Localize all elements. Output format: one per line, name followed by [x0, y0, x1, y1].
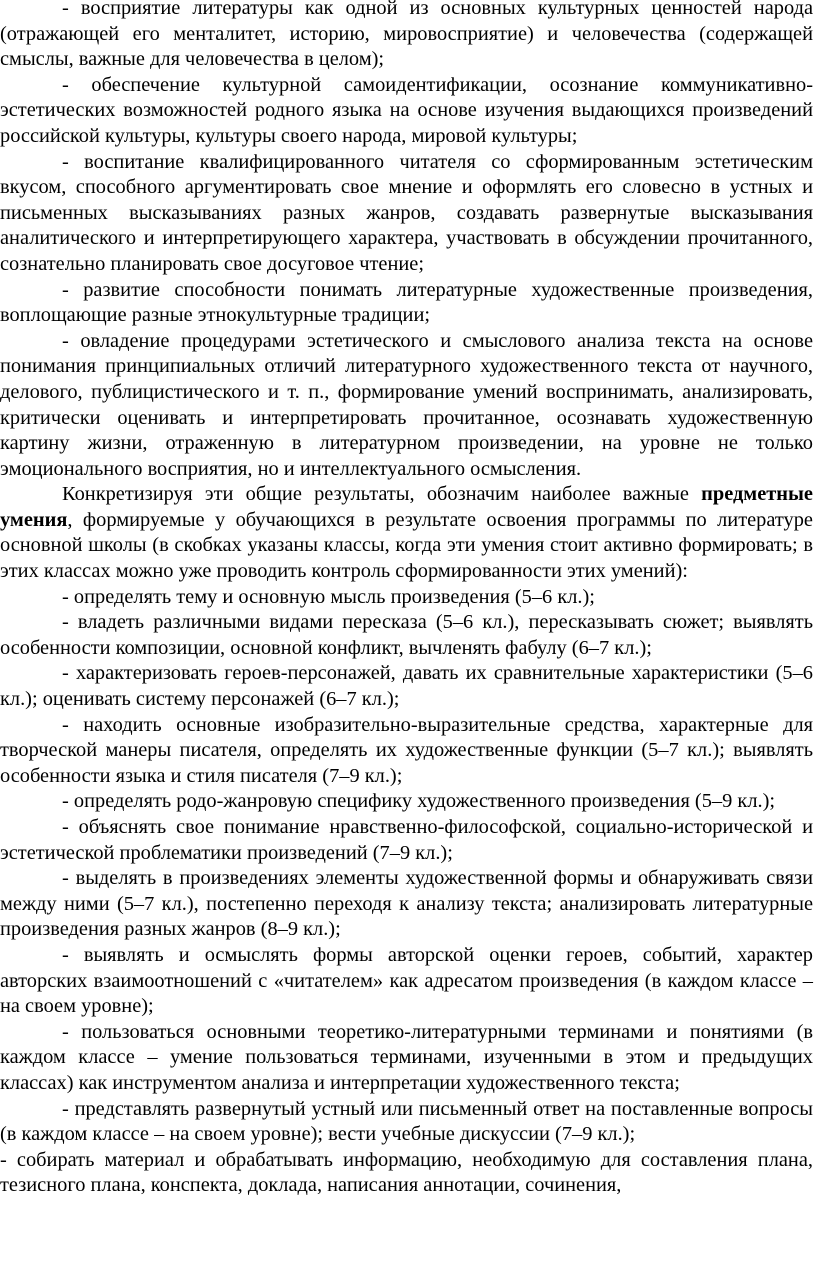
list-item	[0, 789, 813, 815]
list-item	[0, 866, 813, 943]
list-item	[0, 815, 813, 866]
list-item	[0, 1097, 813, 1148]
list-item-text: - объяснять свое понимание нравственно-философской, социально-исторической и эстетической проблематики произведений (7–9 кл.);	[0, 816, 813, 864]
list-item-text: - находить основные изобразительно-выразительные средства, характерные для творческой манеры писателя, определять их художественные функции (5–7 кл.); выявлять особенности языка и стиля писателя (7–9 кл.);	[0, 713, 813, 787]
paragraph-text: - обеспечение культурной самоидентификации, осознание коммуникативно-эстетических возможностей родного языка на основе изучения выдающихся произведений российской культуры, культуры своего народа, мировой культуры;	[0, 73, 813, 147]
paragraph-text: Конкретизируя эти общие результаты, обозначим наиболее важные	[62, 483, 702, 506]
list-item-text: - характеризовать героев-персонажей, давать их сравнительные характеристики (5–6 кл.); оценивать систему персонажей (6–7 кл.);	[0, 662, 813, 711]
paragraph	[0, 73, 813, 150]
list-item-text: - владеть различными видами пересказа (5–6 кл.), пересказывать сюжет; выявлять особенности композиции, основной конфликт, вычленять фабулу (6–7 кл.);	[0, 611, 813, 659]
list-item	[0, 1020, 813, 1097]
paragraph	[0, 278, 813, 329]
paragraph-text: - воспитание квалифицированного читателя со сформированным эстетическим вкусом, способного аргументировать свое мнение и оформлять его словесно в устных и письменных высказываниях разных жанров, создавать развернутые высказывания аналитического и интерпретирующего характера, участвовать в обсуждении прочитанного, сознательно планировать свое досуговое чтение;	[0, 150, 813, 275]
list-item	[0, 943, 813, 1020]
list-item-text: - выявлять и осмыслять формы авторской оценки героев, событий, характер авторских взаимоотношений с «читателем» как адресатом произведения (в каждом классе – на своем уровне);	[0, 943, 813, 1018]
bold-term: предметные умения	[0, 483, 813, 531]
list-item-text: - пользоваться основными теоретико-литературными терминами и понятиями (в каждом классе – умение пользоваться терминами, изученными в этом и предыдущих классах) как инструментом анализа и интерпретации художественного текста;	[0, 1020, 813, 1094]
paragraph-text: - овладение процедурами эстетического и смыслового анализа текста на основе понимания принципиальных отличий литературного художественного текста от научного, делового, публицистического и т. п., формирование умений воспринимать, анализировать, критически оценивать и интерпретировать прочитанное, осознавать художественную картину жизни, отраженную в литературном произведении, на уровне не только эмоционального восприятия, но и интеллектуального осмысления.	[0, 329, 813, 480]
list-item-text: - определять тему и основную мысль произведения (5–6 кл.);	[62, 585, 595, 608]
paragraph	[0, 329, 813, 483]
list-item	[0, 585, 813, 611]
paragraph-text: , формируемые у обучающихся в результате освоения программы по литературе основной школы (в скобках указаны классы, когда эти умения стоит активно формировать; в этих классах можно уже проводить контроль сформированности этих умений):	[0, 508, 813, 583]
list-item	[0, 1148, 813, 1199]
paragraph	[0, 482, 813, 584]
list-item	[0, 713, 813, 790]
list-item-text: - определять родо-жанровую специфику художественного произведения (5–9 кл.);	[62, 790, 776, 813]
list-item	[0, 610, 813, 661]
paragraph	[0, 150, 813, 278]
list-item	[0, 661, 813, 712]
list-item-text: - представлять развернутый устный или письменный ответ на поставленные вопросы (в каждом классе – на своем уровне); вести учебные дискуссии (7–9 кл.);	[0, 1097, 813, 1146]
paragraph-text: - восприятие литературы как одной из основных культурных ценностей народа (отражающей его менталитет, историю, мировосприятие) и человечества (содержащей смыслы, важные для человечества в целом);	[0, 0, 813, 71]
list-item-text: - собирать материал и обрабатывать информацию, необходимую для составления плана, тезисного плана, конспекта, доклада, написания аннотации, сочинения,	[0, 1148, 813, 1197]
list-item-text: - выделять в произведениях элементы художественной формы и обнаруживать связи между ними (5–7 кл.), постепенно переходя к анализу текста; анализировать литературные произведения разных жанров (8–9 кл.);	[0, 867, 813, 941]
paragraph-text: - развитие способности понимать литературные художественные произведения, воплощающие разные этнокультурные традиции;	[0, 278, 813, 327]
paragraph	[0, 0, 813, 73]
